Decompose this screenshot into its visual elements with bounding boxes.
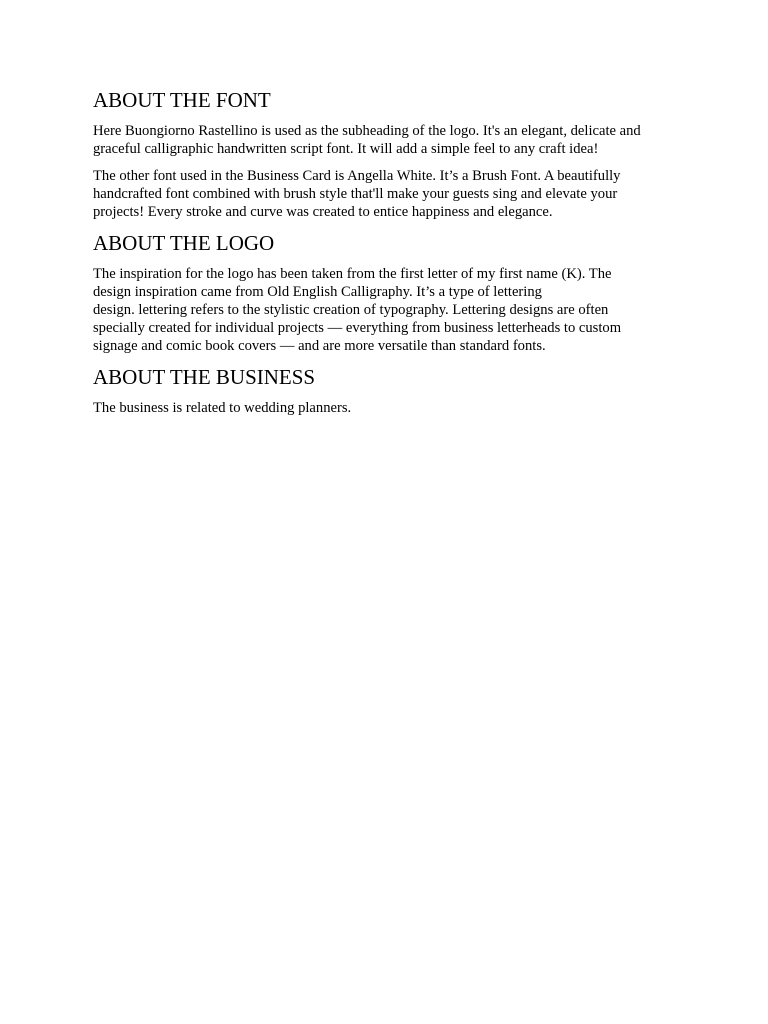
section-about-the-font [93,87,693,221]
paragraph-line: The inspiration for the logo has been taken from the first letter of my first name (K). The [93,266,612,282]
paragraph-line: handcrafted font combined with brush style that'll make your guests sing and elevate your [93,186,618,202]
paragraph-line: projects! Every stroke and curve was created to entice happiness and elegance. [93,204,553,220]
paragraph [93,399,693,417]
paragraph-line: design. lettering refers to the stylistic creation of typography. Lettering designs are often [93,302,609,318]
section-heading: ABOUT THE LOGO [93,231,275,255]
document-page [93,87,693,426]
paragraph-line: The other font used in the Business Card is Angella White. It’s a Brush Font. A beautifully [93,168,621,184]
paragraph-line: graceful calligraphic handwritten script font. It will add a simple feel to any craft idea! [93,141,599,157]
paragraph [93,265,693,355]
paragraph-line: signage and comic book covers — and are more versatile than standard fonts. [93,338,546,354]
section-about-the-logo [93,230,693,355]
section-heading: ABOUT THE FONT [93,88,271,112]
paragraph-line: The business is related to wedding planners. [93,400,352,416]
paragraph [93,167,693,221]
section-about-the-business [93,364,693,417]
paragraph-line: design inspiration came from Old English Calligraphy. It’s a type of lettering [93,284,542,300]
paragraph-line: Here Buongiorno Rastellino is used as the subheading of the logo. It's an elegant, delicate and [93,123,641,139]
section-heading: ABOUT THE BUSINESS [93,365,316,389]
paragraph [93,122,693,158]
paragraph-line: specially created for individual projects — everything from business letterheads to custom [93,320,622,336]
